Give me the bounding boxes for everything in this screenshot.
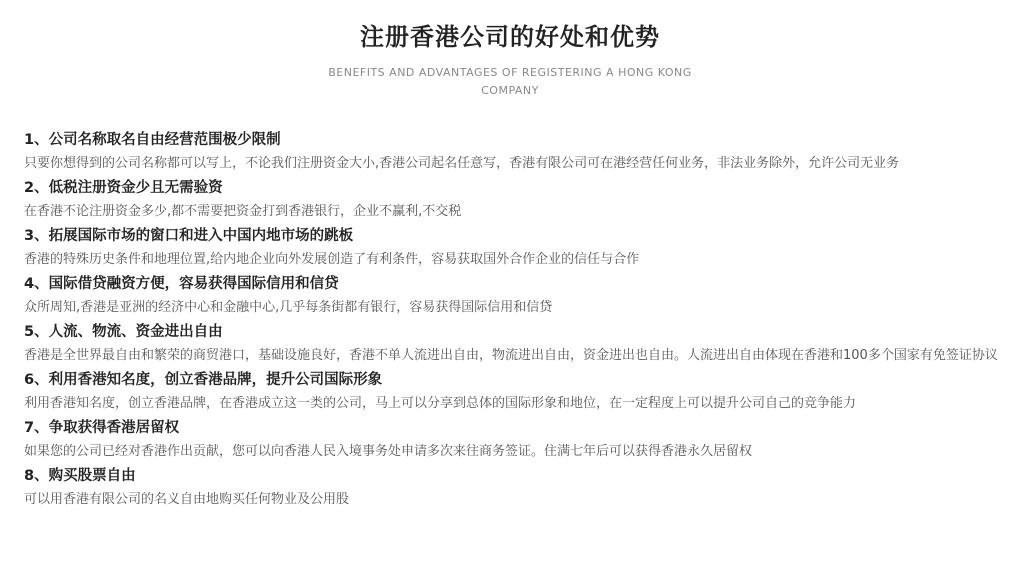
- item-body: 香港的特殊历史条件和地理位置,给内地企业向外发展创造了有利条件，容易获取国外合作企业的信任与合作: [24, 252, 640, 267]
- list-item: [24, 464, 999, 512]
- list-item: [24, 176, 999, 224]
- item-heading: 6、利用香港知名度，创立香港品牌，提升公司国际形象: [24, 372, 383, 388]
- item-body: 利用香港知名度，创立香港品牌，在香港成立这一类的公司，马上可以分享到总体的国际形象和地位，在一定程度上可以提升公司自己的竞争能力: [24, 396, 857, 411]
- list-item: [24, 368, 999, 416]
- item-body: 只要你想得到的公司名称都可以写上，不论我们注册资金大小,香港公司起名任意写，香港有限公司可在港经营任何业务，非法业务除外，允许公司无业务: [24, 156, 900, 171]
- item-heading: 7、争取获得香港居留权: [24, 420, 180, 436]
- item-heading: 1、公司名称取名自由经营范围极少限制: [24, 132, 281, 148]
- item-heading: 8、购买股票自由: [24, 468, 136, 484]
- item-body: 香港是全世界最自由和繁荣的商贸港口，基础设施良好，香港不单人流进出自由，物流进出自由，资金进出也自由。人流进出自由体现在香港和100多个国家有免签证协议: [24, 348, 998, 363]
- list-item: [24, 416, 999, 464]
- item-body: 如果您的公司已经对香港作出贡献，您可以向香港人民入境事务处申请多次来往商务签证。住满七年后可以获得香港永久居留权: [24, 444, 753, 459]
- page-subtitle: BENEFITS AND ADVANTAGES OF REGISTERING A HONG KONG COMPANY: [328, 66, 692, 97]
- item-heading: 3、拓展国际市场的窗口和进入中国内地市场的跳板: [24, 228, 354, 244]
- item-body: 可以用香港有限公司的名义自由地购买任何物业及公用股: [24, 492, 350, 507]
- list-item: [24, 224, 999, 272]
- list-item: [24, 320, 999, 368]
- item-body: 在香港不论注册资金多少,都不需要把资金打到香港银行，企业不赢利,不交税: [24, 204, 462, 219]
- item-heading: 2、低税注册资金少且无需验资: [24, 180, 223, 196]
- advantages-list: [24, 128, 999, 512]
- item-heading: 5、人流、物流、资金进出自由: [24, 324, 223, 340]
- list-item: [24, 128, 999, 176]
- item-heading: 4、国际借贷融资方便，容易获得国际信用和信贷: [24, 276, 339, 292]
- item-body: 众所周知,香港是亚洲的经济中心和金融中心,几乎每条街都有银行，容易获得国际信用和信贷: [24, 300, 553, 315]
- page-title: 注册香港公司的好处和优势: [360, 23, 660, 51]
- list-item: [24, 272, 999, 320]
